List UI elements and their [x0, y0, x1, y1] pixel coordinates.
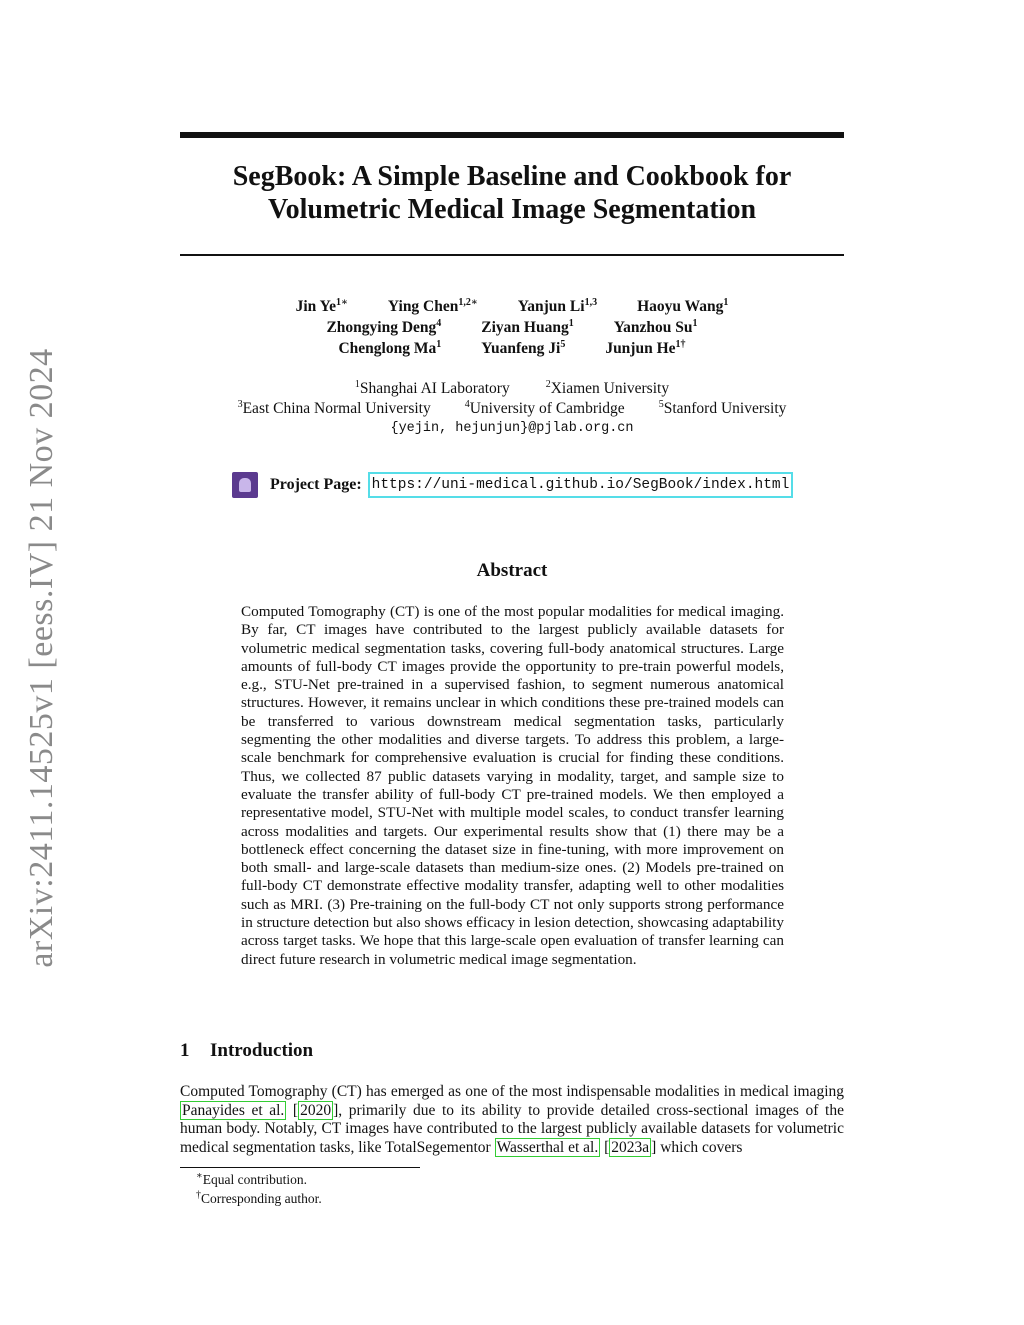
paper-title — [180, 160, 844, 226]
author-email[interactable]: {yejin, hejunjun}@pjlab.org.cn — [390, 421, 634, 436]
author: Yanjun Li$^{1,3}$ — [517, 296, 598, 315]
affiliation: $^2$Xiamen University — [545, 378, 670, 397]
title-top-rule — [180, 132, 844, 138]
affiliation: $^3$East China Normal University — [237, 398, 431, 417]
title-line-1: SegBook: A Simple Baseline and Cookbook for — [232, 161, 792, 192]
footnote: †Corresponding author. — [196, 1189, 322, 1206]
footnotes — [196, 1170, 322, 1208]
affiliation-list — [180, 379, 844, 439]
author: Yuanfeng Ji$^5$ — [481, 338, 566, 357]
project-page — [232, 470, 793, 500]
author: Yanzhou Su$^1$ — [613, 317, 698, 336]
section-heading-introduction — [180, 1040, 313, 1062]
title-line-2: Volumetric Medical Image Segmentation — [267, 194, 757, 225]
author: Ziyan Huang$^1$ — [481, 317, 574, 336]
arxiv-identifier-stamp: arXiv:2411.14525v1 [eess.IV] 21 Nov 2024 — [23, 348, 60, 968]
abstract-heading: Abstract — [476, 560, 548, 581]
project-logo-icon — [232, 472, 258, 498]
footnote-rule — [180, 1167, 420, 1168]
title-bottom-rule — [180, 254, 844, 256]
project-page-label: Project Page: — [270, 476, 362, 493]
author: Chenglong Ma$^1$ — [338, 338, 442, 357]
affiliation: $^4$University of Cambridge — [464, 398, 625, 417]
abstract-body: Computed Tomography (CT) is one of the most popular modalities for medical imaging. By far, CT images have contributed to the largest publicly available datasets for volumetric medical segmentation tasks, covering full-body anatomical structures. Large amounts of full-body CT images provide the opportunity to pre-train powerful models, e.g., STU-Net pre-trained in a supervised fashion, to segment numerous anatomical structures. However, it remains unclear in which conditions these pre-trained models can be transferred to various downstream medical segmentation tasks, particularly segmenting the other modalities and diverse targets. To address this problem, a large-scale benchmark for comprehensive evaluation is crucial for finding these conditions. Thus, we collected 87 public datasets varying in modality, target, and sample size to evaluate the transfer ability of full-body CT pre-trained models. We then employed a representative model, STU-Net with multiple model scales, to conduct transfer learning across modalities and targets. Our experimental results show that (1) there may be a bottleneck effect concerning the dataset size in fine-tuning, with more improvement on both small- and large-scale datasets than medium-size ones. (2) Models pre-trained on full-body CT demonstrate effective modality transfer, adapting well to other modalities such as MRI. (3) Pre-training on the full-body CT not only supports strong performance in structure detection but also shows efficacy in lesion detection, showcasing adaptability across target tasks. We hope that this large-scale open evaluation of transfer learning can direct future research in volumetric medical image segmentation. — [241, 603, 784, 968]
footnote: ∗Equal contribution. — [196, 1170, 308, 1187]
introduction-paragraph: Computed Tomography (CT) has emerged as one of the most indispensable modalities in medical imaging Panayides et al. [ 2020 ], primarily due to its ability to provide detailed cross-sectional images of the human body. Notably, CT images have contributed to the largest publicly available datasets for volumetric medical segmentation tasks, like TotalSegementor Wasserthal et al. [ 2023a ] which covers — [180, 1083, 844, 1156]
author: Ying Chen$^{1,2∗}$ — [387, 296, 478, 315]
author: Jin $Ye^{1∗}$ — [295, 296, 348, 315]
citation-year-link[interactable]: 2020 — [300, 1101, 332, 1119]
project-page-link[interactable]: https://uni-medical.github.io/SegBook/index.html — [368, 472, 794, 498]
section-title: Introduction — [210, 1040, 314, 1061]
citation-link[interactable]: Panayides et al. — [182, 1101, 285, 1119]
author: Haoyu Wang$^1$ — [637, 296, 729, 315]
author-list — [180, 296, 844, 359]
affiliation: $^5$Stanford University — [658, 398, 787, 417]
author: Zhongying Deng$^4$ — [326, 317, 442, 336]
citation-year-link[interactable]: 2023a — [611, 1138, 650, 1156]
author: Junjun $He^{1\dagger}$ — [605, 338, 686, 357]
citation-link[interactable]: Wasserthal et al. — [496, 1138, 599, 1156]
section-number: 1 — [180, 1040, 190, 1061]
affiliation: $^1$Shanghai AI Laboratory — [354, 378, 510, 397]
